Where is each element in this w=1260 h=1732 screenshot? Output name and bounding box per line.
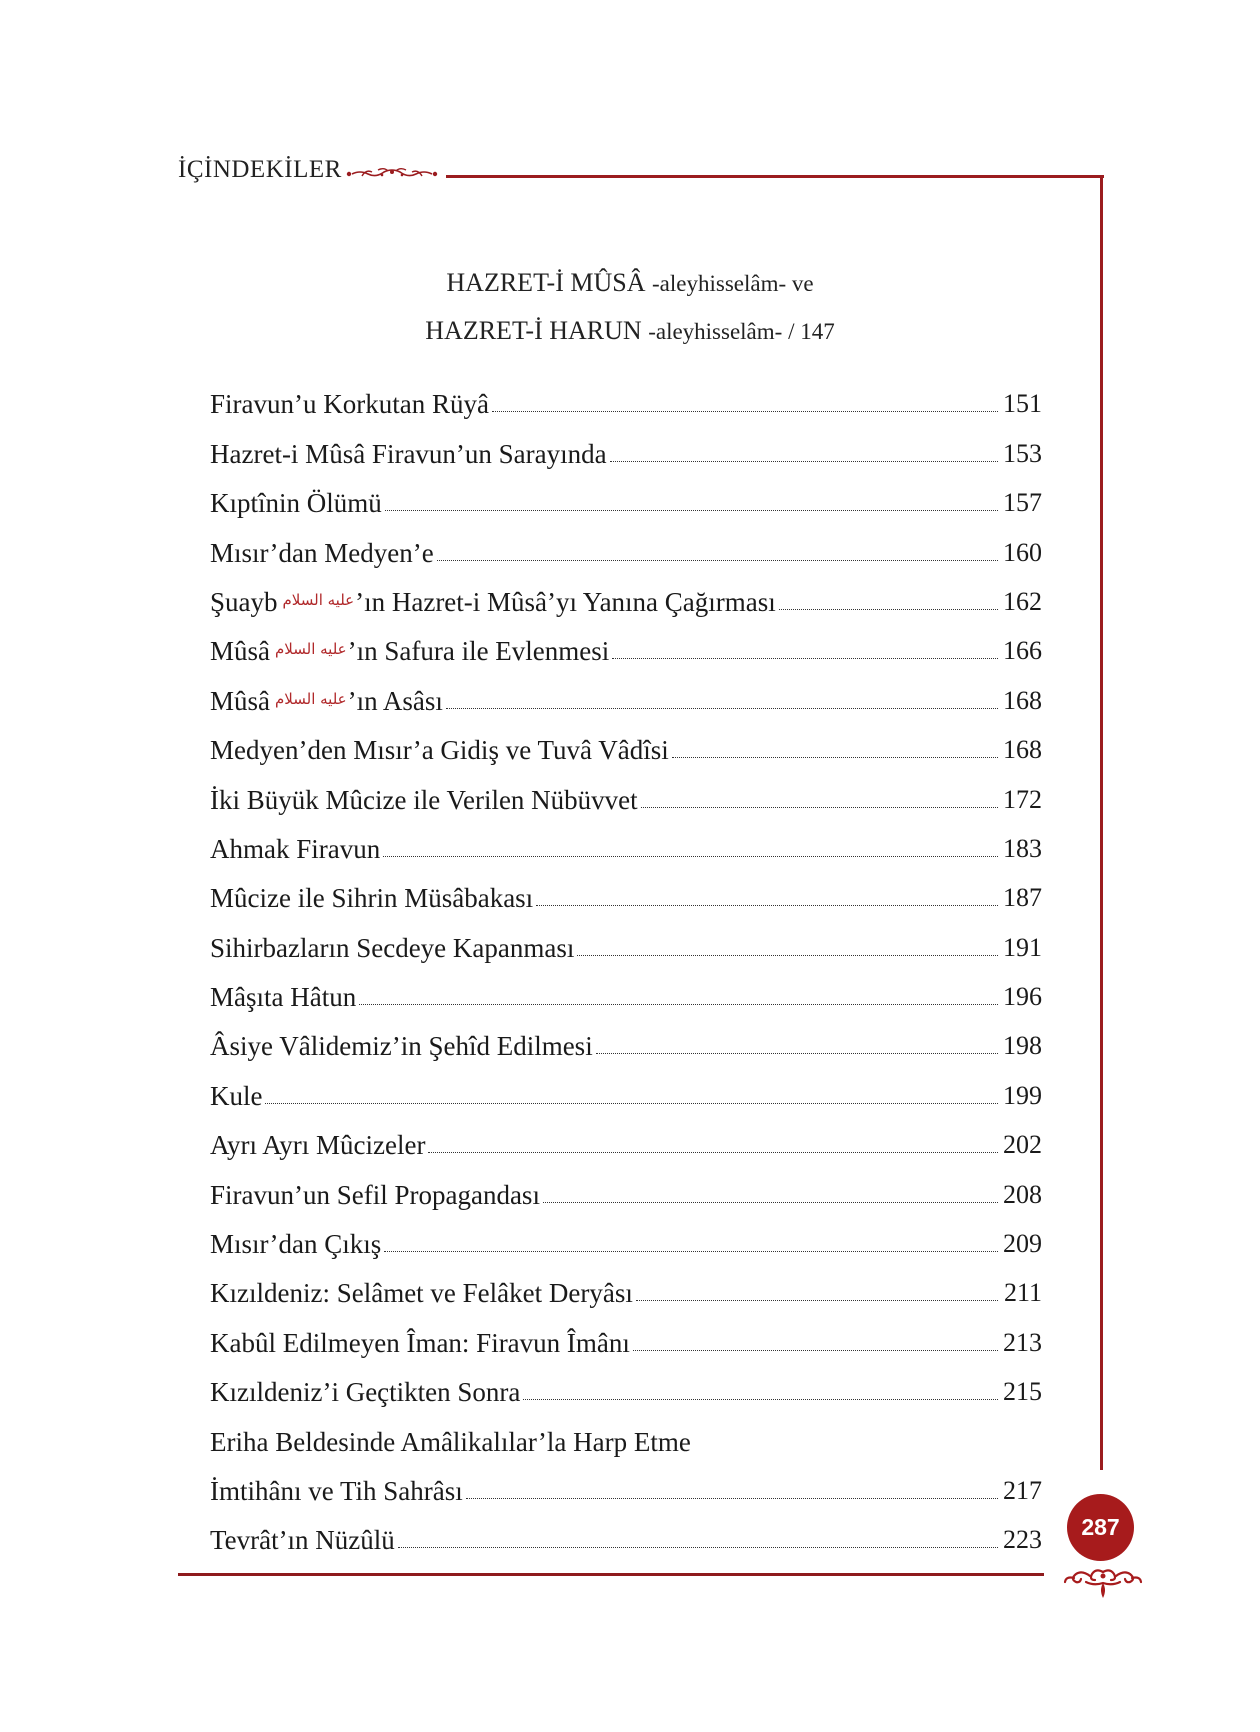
toc-entry-title: Âsiye Vâlidemiz’in Şehîd Edilmesi: [210, 1031, 593, 1062]
toc-entry-page: 187: [1003, 883, 1042, 913]
toc-entry-title: Medyen’den Mısır’a Gidiş ve Tuvâ Vâdîsi: [210, 735, 669, 766]
dot-leader: [359, 1003, 998, 1005]
toc-entry-title: Ahmak Firavun: [210, 833, 381, 864]
toc-entry-title: Kızıldeniz: Selâmet ve Felâket Deryâsı: [210, 1278, 633, 1309]
table-of-contents: [210, 372, 1042, 1557]
dot-leader: [636, 1299, 998, 1301]
toc-entry-title: Mûsâ عليه السلام’ın Safura ile Evlenmesi: [210, 636, 610, 667]
toc-entry-title: Kule: [210, 1080, 263, 1111]
toc-entry[interactable]: [210, 767, 1042, 816]
toc-entry-page: 151: [1003, 389, 1042, 419]
dot-leader: [523, 1398, 998, 1400]
dot-leader: [437, 559, 998, 561]
toc-entry-page: 215: [1003, 1377, 1042, 1407]
header-title: İÇİNDEKİLER: [178, 156, 342, 183]
section-heading-main: HAZRET-İ MÛSÂ: [446, 268, 646, 297]
dot-leader: [492, 410, 998, 412]
toc-entry-title: Kıptînin Ölümü: [210, 488, 382, 519]
toc-entry-title: Mûcize ile Sihrin Müsâbakası: [210, 883, 534, 914]
toc-entry-page: 160: [1003, 537, 1042, 567]
section-heading-line-1: [0, 268, 1260, 298]
dot-leader: [384, 1250, 998, 1252]
toc-entry-title: İki Büyük Mûcize ile Verilen Nübüvvet: [210, 784, 638, 815]
dot-leader: [543, 1201, 998, 1203]
toc-entry-page: 199: [1003, 1080, 1042, 1110]
toc-entry[interactable]: [210, 471, 1042, 520]
toc-entry-page: 202: [1003, 1130, 1042, 1160]
toc-entry-title: Firavun’un Sefil Propagandası: [210, 1179, 540, 1210]
toc-entry-title: Eriha Beldesinde Amâlikalılar’la Harp Etme: [210, 1426, 691, 1457]
toc-entry-page: 208: [1003, 1179, 1042, 1209]
toc-entry[interactable]: [210, 817, 1042, 866]
dot-leader: [385, 509, 998, 511]
dot-leader: [428, 1151, 998, 1153]
toc-entry[interactable]: [210, 718, 1042, 767]
page-number-badge: 287: [1067, 1494, 1134, 1561]
toc-entry-title: Şuayb عليه السلام’ın Hazret-i Mûsâ’yı Yanına Çağırması: [210, 586, 776, 617]
toc-entry-page: 157: [1003, 488, 1042, 518]
section-heading-sub: -aleyhisselâm- ve: [652, 271, 814, 296]
toc-entry-title: Kızıldeniz’i Geçtikten Sonra: [210, 1377, 521, 1408]
dot-leader: [536, 904, 998, 906]
section-heading-line-2: [0, 316, 1260, 346]
toc-entry-page: 153: [1003, 438, 1042, 468]
toc-entry[interactable]: [210, 1113, 1042, 1162]
toc-entry-title: Kabûl Edilmeyen Îman: Firavun Îmânı: [210, 1327, 630, 1358]
dot-leader: [610, 460, 998, 462]
toc-entry[interactable]: [210, 1261, 1042, 1310]
toc-entry-page: 162: [1003, 586, 1042, 616]
frame-bottom-rule: [178, 1573, 1044, 1576]
toc-entry[interactable]: [210, 372, 1042, 421]
section-heading-main: HAZRET-İ HARUN: [425, 316, 642, 345]
dot-leader: [612, 657, 998, 659]
toc-entry-title: Firavun’u Korkutan Rüyâ: [210, 389, 489, 420]
toc-entry-title: Mûsâ عليه السلام’ın Asâsı: [210, 685, 443, 716]
dot-leader: [446, 707, 998, 709]
dot-leader: [596, 1052, 998, 1054]
toc-entry-title: Mısır’dan Çıkış: [210, 1229, 382, 1260]
toc-entry-page: 166: [1003, 636, 1042, 666]
dot-leader: [383, 855, 998, 857]
scroll-ornament-icon: [1062, 1566, 1144, 1600]
toc-entry-page: 209: [1003, 1229, 1042, 1259]
toc-entry-title: Sihirbazların Secdeye Kapanması: [210, 932, 575, 963]
honorific-calligraphy-icon: عليه السلام: [275, 640, 347, 659]
floral-ornament-icon: [346, 166, 438, 180]
toc-entry[interactable]: [210, 1360, 1042, 1409]
toc-entry-title: Mâşıta Hâtun: [210, 982, 357, 1013]
toc-entry-page: 191: [1003, 932, 1042, 962]
toc-entry[interactable]: [210, 965, 1042, 1014]
toc-entry[interactable]: [210, 1212, 1042, 1261]
dot-leader: [633, 1349, 998, 1351]
dot-leader: [672, 756, 998, 758]
dot-leader: [398, 1546, 998, 1548]
toc-entry[interactable]: [210, 1459, 1042, 1508]
dot-leader: [641, 806, 998, 808]
toc-entry-title: Hazret-i Mûsâ Firavun’un Sarayında: [210, 438, 607, 469]
toc-entry-title: Ayrı Ayrı Mûcizeler: [210, 1130, 426, 1161]
toc-entry-page: 198: [1003, 1031, 1042, 1061]
toc-entry-page: 168: [1003, 735, 1042, 765]
toc-entry[interactable]: [210, 1310, 1042, 1359]
toc-entry-page: 196: [1003, 982, 1042, 1012]
toc-entry-title: İmtihânı ve Tih Sahrâsı: [210, 1475, 463, 1506]
toc-entry[interactable]: [210, 866, 1042, 915]
toc-entry-page: 217: [1003, 1475, 1042, 1505]
toc-entry[interactable]: [210, 1162, 1042, 1211]
dot-leader: [466, 1497, 998, 1499]
toc-entry-page: 172: [1003, 784, 1042, 814]
honorific-calligraphy-icon: عليه السلام: [282, 590, 355, 609]
toc-entry-page: 223: [1003, 1525, 1042, 1555]
frame-top-rule: [446, 175, 1104, 178]
toc-entry-page: 183: [1003, 833, 1042, 863]
toc-entry-page: 213: [1003, 1327, 1042, 1357]
section-heading-sub: -aleyhisselâm- / 147: [648, 319, 835, 344]
frame-right-rule: [1100, 175, 1103, 1470]
dot-leader: [265, 1102, 998, 1104]
toc-entry[interactable]: [210, 1063, 1042, 1112]
toc-entry[interactable]: [210, 668, 1042, 717]
honorific-calligraphy-icon: عليه السلام: [275, 689, 347, 708]
toc-entry[interactable]: [210, 421, 1042, 470]
toc-entry-title: Tevrât’ın Nüzûlü: [210, 1525, 395, 1556]
toc-entry[interactable]: [210, 619, 1042, 668]
dot-leader: [577, 954, 998, 956]
toc-entry-continued[interactable]: [210, 1409, 1042, 1458]
toc-entry[interactable]: [210, 570, 1042, 619]
toc-entry[interactable]: [210, 1508, 1042, 1557]
toc-entry[interactable]: [210, 915, 1042, 964]
dot-leader: [779, 608, 998, 610]
toc-entry-title: Mısır’dan Medyen’e: [210, 537, 434, 568]
toc-entry-page: 168: [1003, 685, 1042, 715]
toc-entry[interactable]: [210, 520, 1042, 569]
toc-entry[interactable]: [210, 1014, 1042, 1063]
toc-entry-page: 211: [1003, 1278, 1042, 1308]
